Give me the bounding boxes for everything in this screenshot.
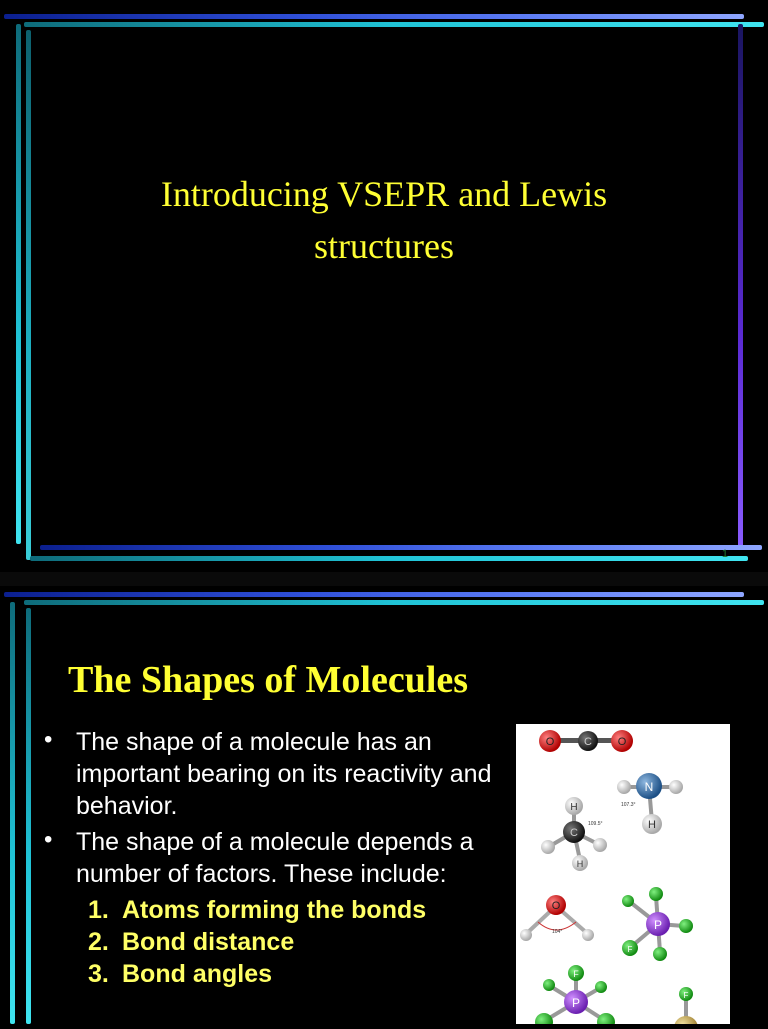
pf6-molecule — [535, 965, 615, 1024]
svg-text:104°: 104° — [552, 929, 563, 935]
bullet-item — [42, 826, 502, 890]
h2o-molecule — [520, 895, 594, 941]
left-decor-bar-2 — [10, 602, 15, 1024]
svg-text:107.3°: 107.3° — [621, 802, 636, 808]
svg-text:P: P — [653, 918, 663, 932]
top-decor-bar-cyan — [24, 22, 764, 27]
title-line-2: structures — [314, 226, 454, 266]
svg-text:F: F — [683, 991, 689, 1000]
svg-text:N: N — [644, 780, 654, 794]
pf5-molecule — [622, 887, 693, 961]
slide-separator — [0, 572, 768, 586]
molecule-models-svg — [516, 724, 730, 1024]
bullet-item — [42, 726, 502, 822]
svg-text:H: H — [576, 859, 584, 869]
bullet-list — [42, 726, 502, 990]
bullet-dot-icon: • — [44, 826, 53, 853]
right-decor-bar — [738, 24, 743, 550]
svg-text:F: F — [627, 945, 633, 954]
top-decor-bar-blue — [4, 14, 744, 19]
top-decor-bar-blue-2 — [4, 592, 744, 597]
svg-text:F: F — [573, 969, 579, 979]
svg-text:H: H — [648, 819, 656, 831]
bottom-decor-bar-cyan — [30, 556, 748, 561]
svg-text:C: C — [584, 736, 592, 748]
svg-text:O: O — [617, 736, 627, 748]
left-decor-bar — [16, 24, 21, 544]
factor-item: 1. Atoms forming the bonds — [88, 896, 427, 924]
left-decor-bar-inner-2 — [26, 608, 31, 1024]
bottom-decor-bar-blue — [40, 545, 762, 550]
bullet-text: The shape of a molecule depends a number of factors. These include: — [76, 828, 474, 888]
svg-text:C: C — [570, 827, 578, 839]
left-decor-bar-inner — [26, 30, 31, 560]
partial-molecule — [674, 987, 698, 1024]
co2-molecule — [539, 730, 633, 752]
factor-item: 2. Bond distance — [88, 928, 295, 956]
svg-text:109.5°: 109.5° — [588, 821, 603, 827]
ch4-molecule — [541, 797, 607, 871]
svg-text:H: H — [570, 802, 578, 813]
top-decor-bar-cyan-2 — [24, 600, 764, 605]
svg-text:O: O — [545, 736, 555, 748]
svg-text:P: P — [571, 996, 581, 1010]
slide-1-title — [60, 168, 708, 272]
bullet-text: The shape of a molecule has an important bearing on its reactivity and behavior. — [76, 728, 492, 820]
bullet-dot-icon: • — [44, 726, 53, 753]
factor-list — [42, 894, 502, 990]
svg-text:O: O — [551, 900, 561, 912]
factor-item: 3. Bond angles — [88, 960, 273, 988]
title-line-1: Introducing VSEPR and Lewis — [160, 174, 608, 214]
nh3-molecule — [617, 773, 683, 834]
slide-number: 1 — [721, 548, 728, 560]
slide-2-title: The Shapes of Molecules — [68, 659, 469, 701]
molecule-models-image — [516, 724, 730, 1024]
